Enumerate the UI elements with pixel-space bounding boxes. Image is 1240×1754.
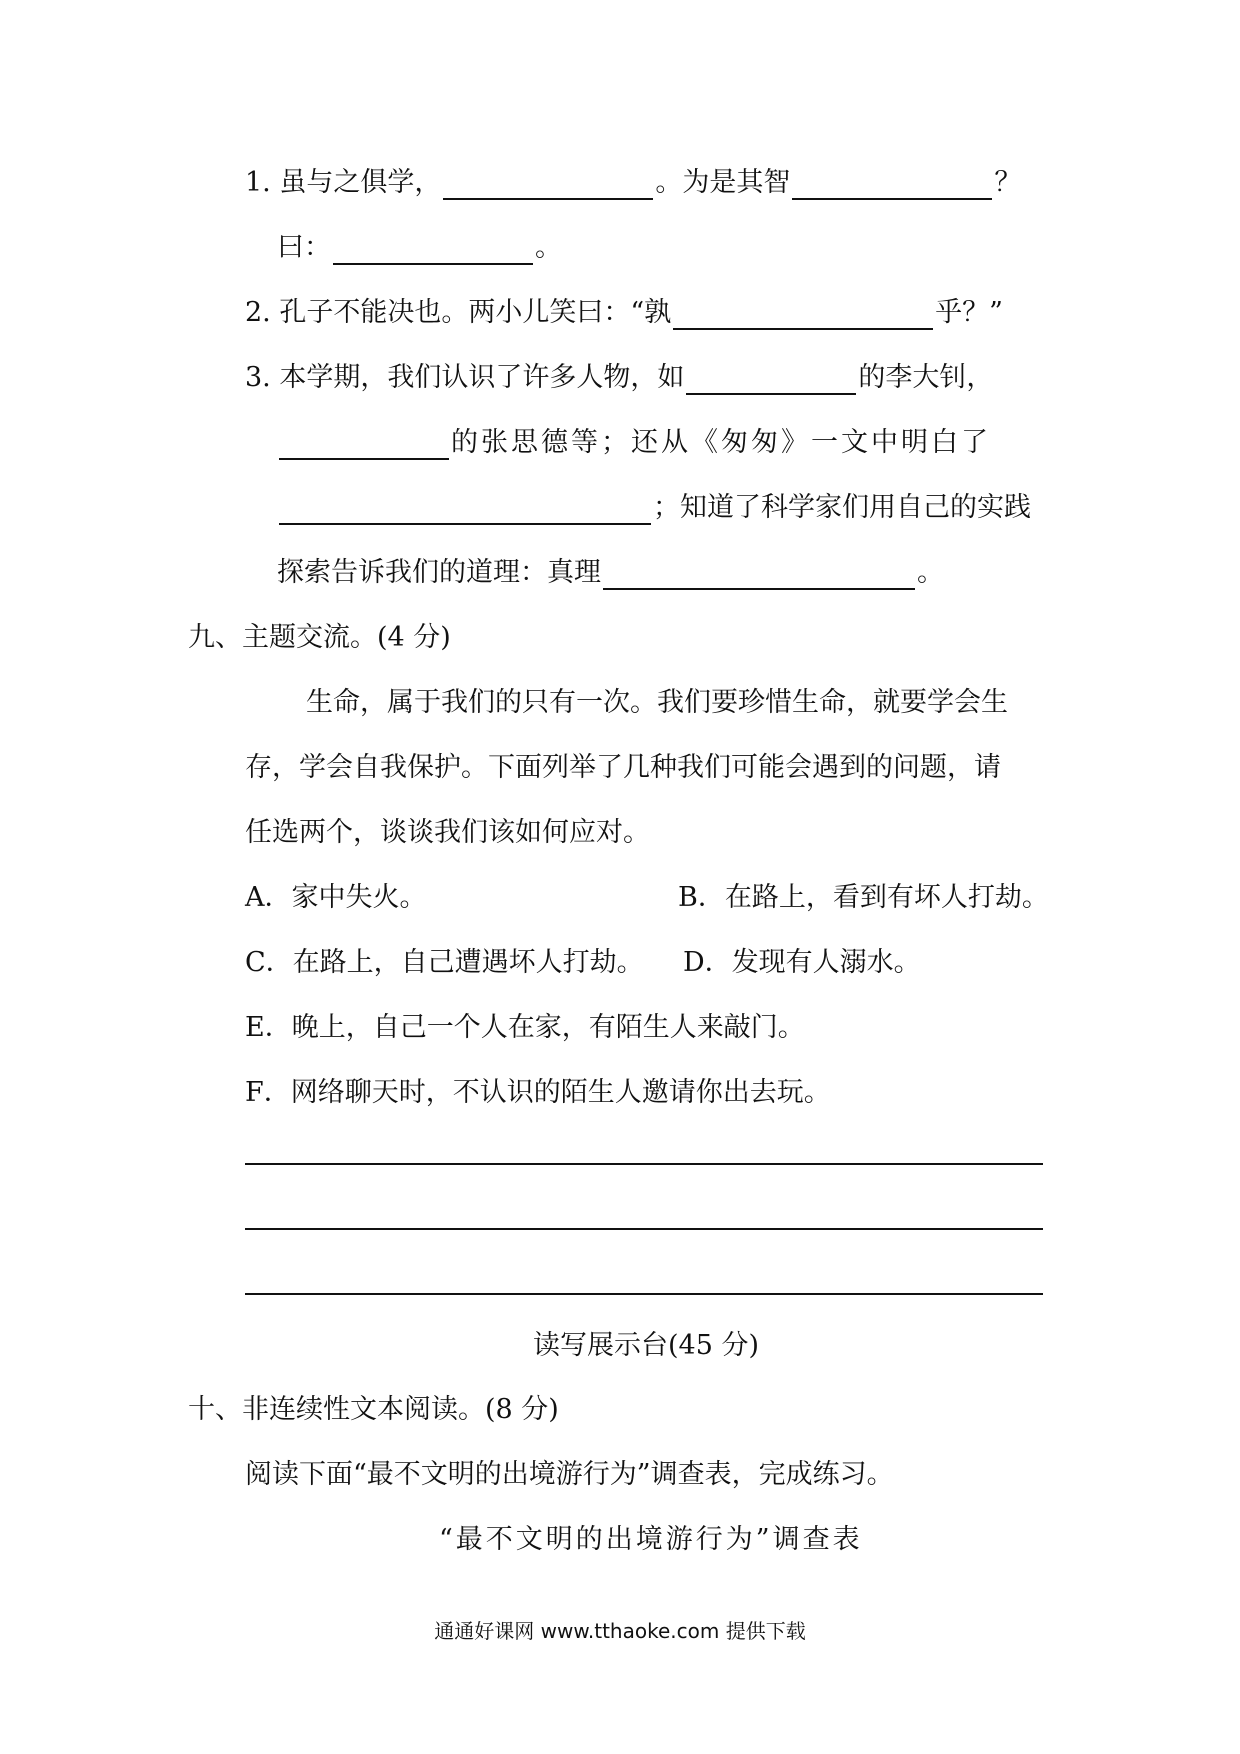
option-d: D．发现有人溺水。 (683, 947, 921, 978)
q8-item3-line1: 3. 本学期，我们认识了许多人物，如 的李大钊， (245, 362, 994, 393)
answer-blank[interactable] (673, 302, 933, 330)
q8-item1-line1: 1. 虽与之俱学， 。为是其智 ？ (245, 167, 1022, 198)
section-title: 读写展示台(45 分) (533, 1330, 760, 1361)
option-f: F．网络聊天时，不认识的陌生人邀请你出去玩。 (245, 1077, 831, 1108)
item-number: 1. (245, 167, 271, 198)
answer-blank[interactable] (279, 432, 449, 460)
answer-line[interactable] (245, 1228, 1043, 1230)
option-e: E．晚上，自己一个人在家，有陌生人来敲门。 (245, 1012, 805, 1043)
q9-heading: 九、主题交流。(4 分) (188, 622, 451, 653)
q8-item3-line2: 的张思德等；还从《匆匆》一文中明白了 (277, 426, 991, 460)
answer-blank[interactable] (792, 172, 992, 200)
answer-line[interactable] (245, 1163, 1043, 1165)
option-b: B．在路上，看到有坏人打劫。 (678, 882, 1049, 913)
q9-paragraph-line3: 任选两个，谈谈我们该如何应对。 (245, 817, 650, 848)
answer-blank[interactable] (279, 497, 651, 525)
table-title: “最不文明的出境游行为”调查表 (439, 1524, 863, 1555)
q8-item1-line2: 曰： 。 (277, 232, 562, 263)
answer-blank[interactable] (686, 367, 856, 395)
q8-item2: 2. 孔子不能决也。两小儿笑曰：“孰 乎？” (245, 297, 1003, 328)
option-a: A．家中失火。 (245, 882, 427, 913)
answer-blank[interactable] (333, 237, 533, 265)
footer-credit: 通通好课网 www.tthaoke.com 提供下载 (434, 1619, 806, 1643)
option-c: C．在路上，自己遭遇坏人打劫。 (245, 947, 644, 978)
q8-item3-line4: 探索告诉我们的道理：真理 。 (277, 557, 944, 588)
answer-line[interactable] (245, 1293, 1043, 1295)
q9-paragraph-line1: 生命，属于我们的只有一次。我们要珍惜生命，就要学会生 (306, 687, 1008, 718)
q8-item3-line3: ；知道了科学家们用自己的实践 (277, 491, 1031, 525)
q9-paragraph-line2: 存，学会自我保护。下面列举了几种我们可能会遇到的问题，请 (245, 752, 1001, 783)
q10-instruction: 阅读下面“最不文明的出境游行为”调查表，完成练习。 (245, 1459, 894, 1490)
item-number: 3. (245, 362, 271, 393)
item-number: 2. (245, 297, 271, 328)
q10-heading: 十、非连续性文本阅读。(8 分) (188, 1394, 559, 1425)
answer-blank[interactable] (443, 172, 653, 200)
answer-blank[interactable] (603, 562, 915, 590)
